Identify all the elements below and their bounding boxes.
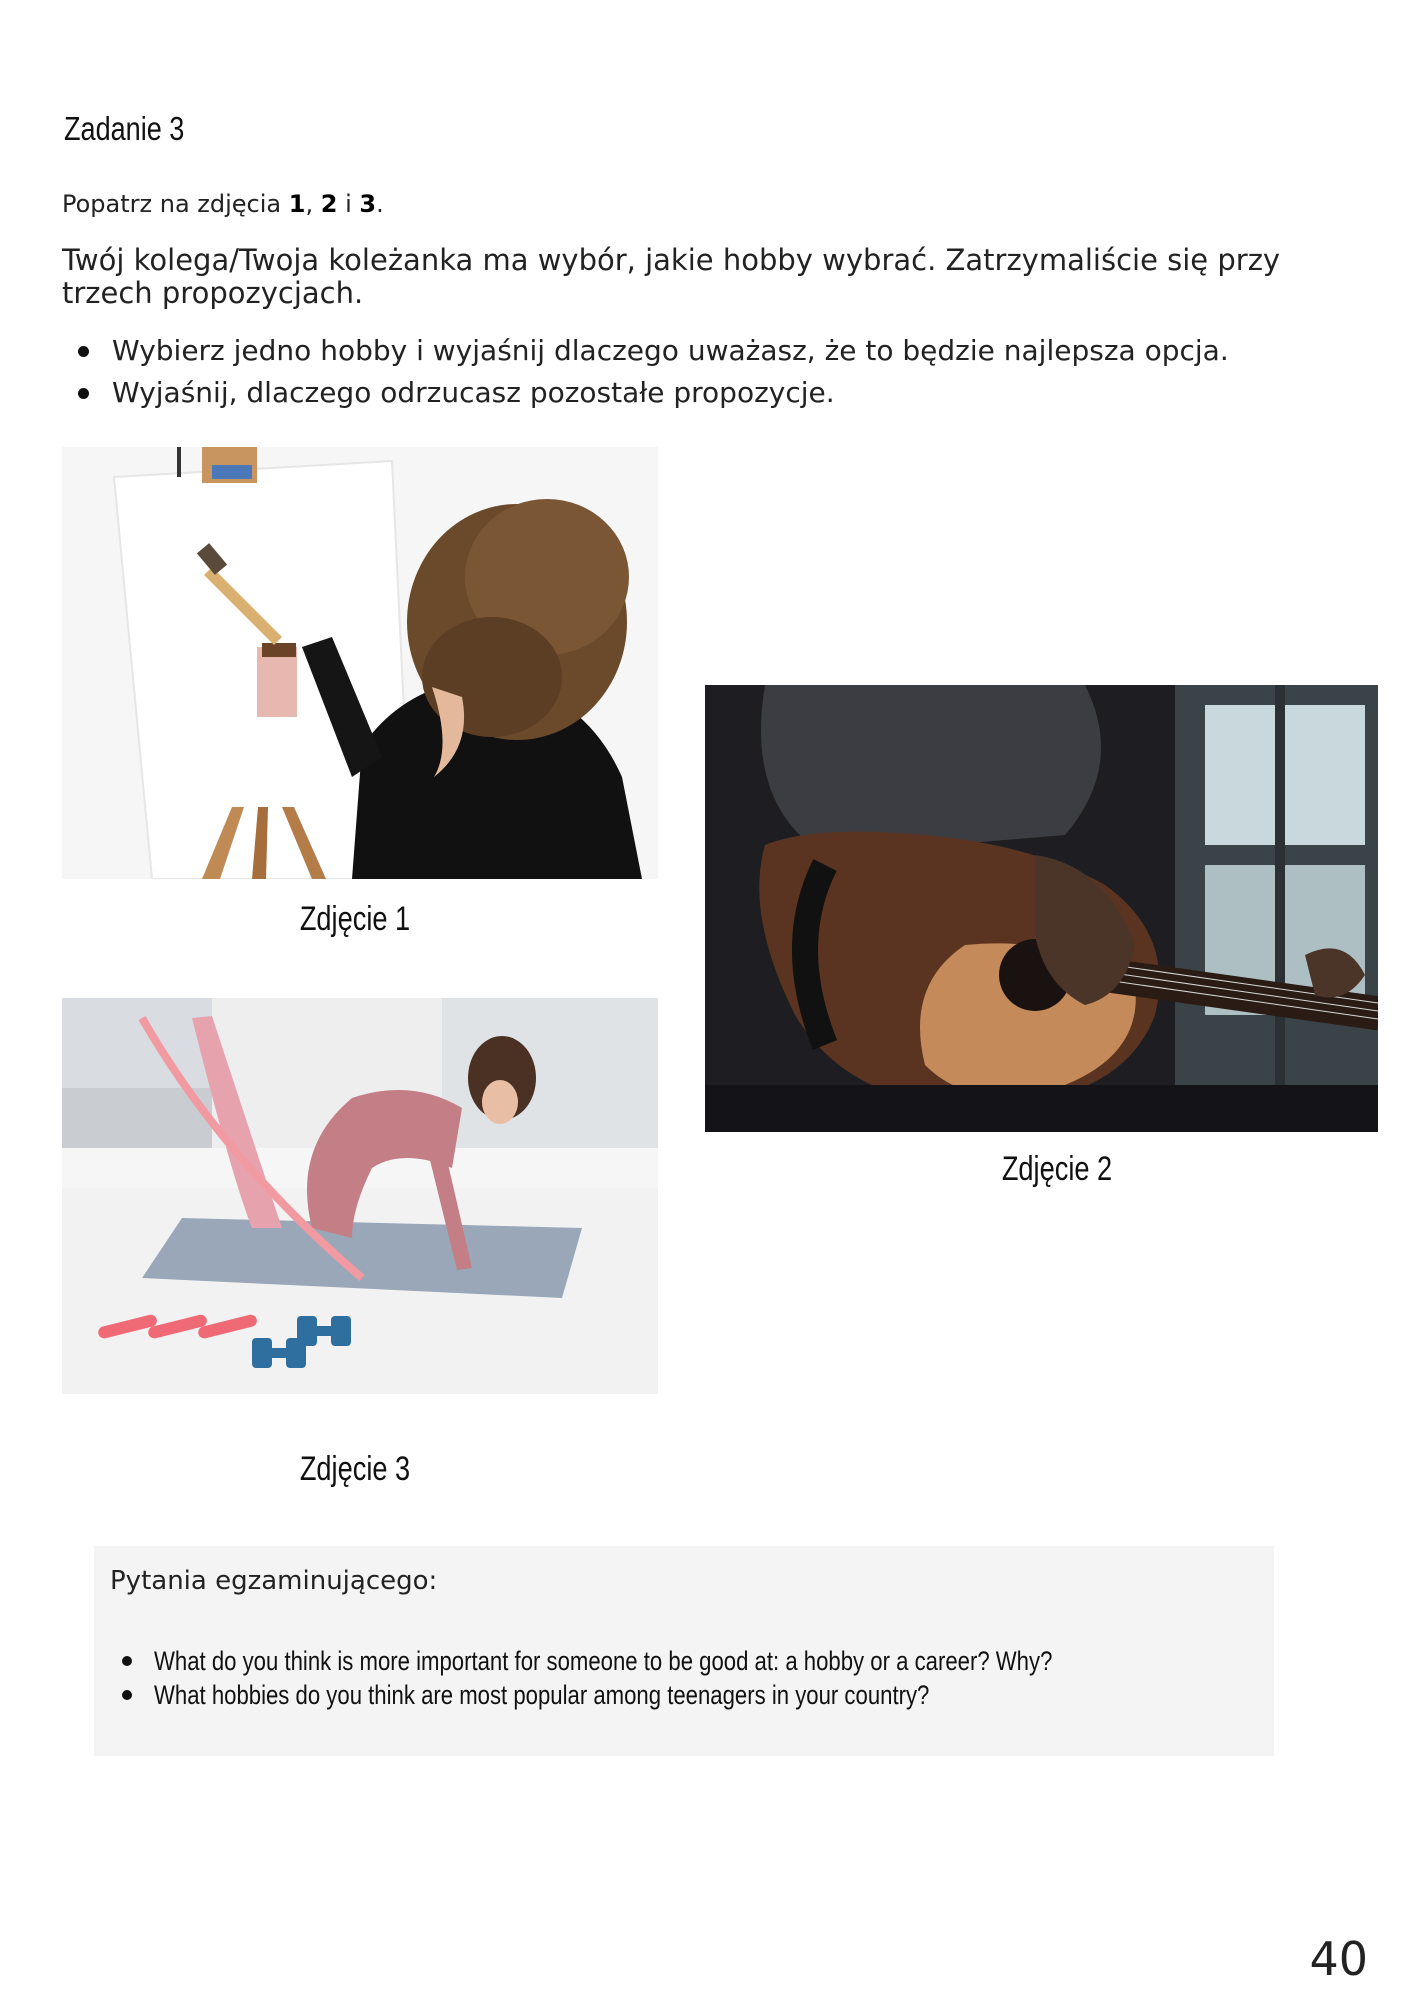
photo-number-1: 1 <box>288 190 306 218</box>
examiner-question-text: What hobbies do you think are most popular among teenagers in your country? <box>154 1680 930 1710</box>
examiner-question-text: What do you think is more important for someone to be good at: a hobby or a career? Why? <box>154 1646 1053 1676</box>
photo-1-caption: Zdjęcie 1 <box>299 900 411 938</box>
instruction-item: Wyjaśnij, dlaczego odrzucasz pozostałe propozycje. <box>62 372 1229 414</box>
examiner-questions-label: Pytania egzaminującego: <box>110 1566 438 1596</box>
photo-1-painting <box>62 447 658 879</box>
instruction-list <box>62 330 1229 414</box>
photo-number-2: 2 <box>320 190 338 218</box>
task-title: Zadanie 3 <box>64 110 185 147</box>
page-number: 40 <box>1309 1932 1368 1986</box>
photo-2-caption: Zdjęcie 2 <box>1001 1150 1113 1188</box>
examiner-question <box>110 1678 1250 1712</box>
intro-separator: i <box>337 190 360 218</box>
photo-3-caption: Zdjęcie 3 <box>299 1450 411 1488</box>
painting-image <box>62 447 658 879</box>
intro-text <box>62 190 384 218</box>
examiner-questions-box <box>94 1546 1274 1756</box>
examiner-question-list <box>110 1644 1250 1712</box>
instruction-item: Wybierz jedno hobby i wyjaśnij dlaczego uważasz, że to będzie najlepsza opcja. <box>62 330 1229 372</box>
intro-separator: , <box>305 190 321 218</box>
task-description: Twój kolega/Twoja koleżanka ma wybór, jakie hobby wybrać. Zatrzymaliście się przy trzech propozycjach. <box>62 243 1281 310</box>
photo-2-guitar <box>705 685 1378 1132</box>
intro-prefix: Popatrz na zdjęcia <box>62 190 289 218</box>
exercise-image <box>62 998 658 1394</box>
intro-suffix: . <box>376 190 384 218</box>
photo-number-3: 3 <box>359 190 377 218</box>
guitar-image <box>705 685 1378 1132</box>
examiner-question <box>110 1644 1250 1678</box>
photo-3-exercise <box>62 998 658 1394</box>
